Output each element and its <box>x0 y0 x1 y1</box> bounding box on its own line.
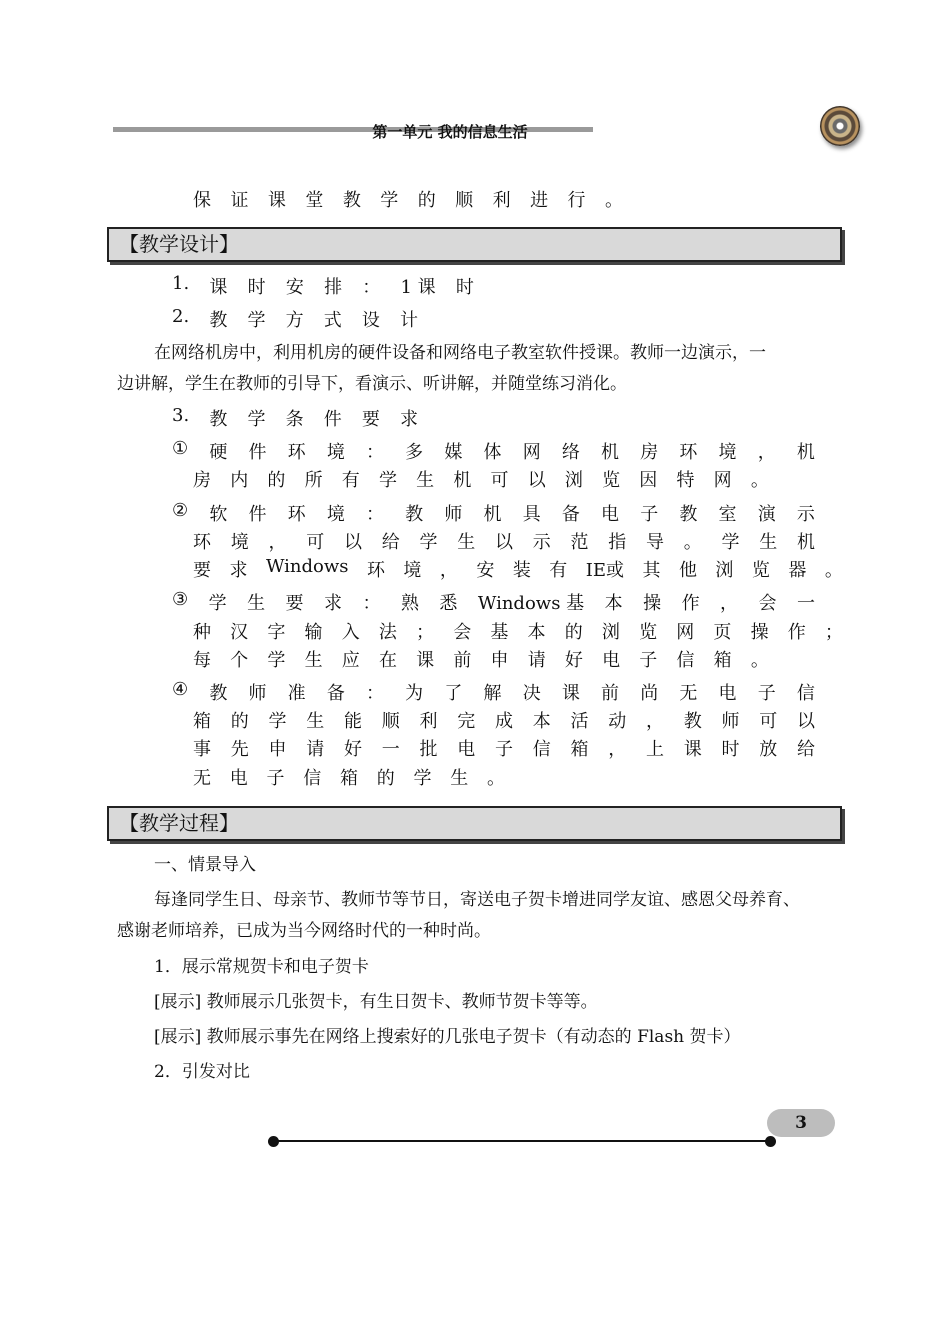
spaced-char: 以 <box>527 470 546 491</box>
spaced-char: 顺 <box>381 711 400 732</box>
spaced-char: 课 <box>209 277 228 298</box>
spaced-char: 安 <box>285 277 304 298</box>
spaced-char: 教 <box>209 409 228 430</box>
spaced-char: 信 <box>676 650 695 671</box>
spaced-char: 进 <box>530 190 549 211</box>
spaced-char: 成 <box>495 711 513 732</box>
spaced-char: 前 <box>601 683 620 704</box>
spaced-char: 学 <box>268 711 287 732</box>
spaced-char: 安 <box>476 560 495 581</box>
spaced-char: 件 <box>248 442 267 463</box>
spaced-char: 排 <box>324 277 343 298</box>
spaced-char: 他 <box>678 560 697 581</box>
spaced-char: 有 <box>549 560 568 581</box>
spaced-char: 给 <box>797 739 815 760</box>
design-item-2 <box>172 306 418 332</box>
spaced-char: 2. <box>172 306 190 327</box>
spaced-char: ： <box>366 683 384 704</box>
spaced-char: ； <box>416 622 435 643</box>
spaced-char: 生 <box>457 532 476 553</box>
spaced-char: 内 <box>230 470 249 491</box>
spaced-char: 以 <box>344 532 362 553</box>
spaced-char: ： <box>366 504 384 525</box>
spaced-char: 本 <box>604 593 623 614</box>
process-paragraph-line2: 感谢老师培养，已成为当今网络时代的一种时尚。 <box>117 921 491 941</box>
spaced-char: 境 <box>230 532 249 553</box>
spaced-char: ； <box>824 622 843 643</box>
spaced-char: 多 <box>405 442 424 463</box>
spaced-char: 好 <box>344 739 362 760</box>
spaced-char: 要 <box>361 409 380 430</box>
spaced-char: 1. <box>172 273 190 294</box>
cd-disc-icon <box>820 106 860 146</box>
spaced-char: 在 <box>378 650 397 671</box>
spaced-char: 学 <box>208 593 227 614</box>
spaced-char: 房 <box>193 470 211 491</box>
spaced-char: 教 <box>405 504 424 525</box>
spaced-char: 范 <box>570 532 589 553</box>
spaced-char: 课 <box>267 190 286 211</box>
spaced-char: 学 <box>721 532 740 553</box>
spaced-char: 可 <box>759 711 778 732</box>
spaced-char: 给 <box>381 532 400 553</box>
spaced-char: 求 <box>324 593 343 614</box>
spaced-char: 保 <box>193 190 211 211</box>
spaced-char: 法 <box>378 622 397 643</box>
process-step-1: 1．展示常规贺卡和电子贺卡 <box>154 957 369 977</box>
spaced-char: 计 <box>399 310 418 331</box>
spaced-char: 电 <box>602 650 621 671</box>
spaced-char: 指 <box>608 532 627 553</box>
spaced-char: 览 <box>602 470 621 491</box>
spaced-char: 学 <box>378 470 397 491</box>
spaced-char: 要 <box>285 593 304 614</box>
spaced-char: 教 <box>209 683 228 704</box>
spaced-char: 种 <box>193 622 211 643</box>
spaced-char: 信 <box>796 683 815 704</box>
spaced-char: 器 <box>788 560 807 581</box>
spaced-char: 生 <box>416 470 435 491</box>
spaced-char: 时 <box>247 277 266 298</box>
spaced-char: 环 <box>193 532 211 553</box>
spaced-char: ④ <box>172 679 189 700</box>
requirement-1-line1 <box>172 438 815 464</box>
requirement-3-line1 <box>172 589 815 615</box>
spaced-char: 式 <box>323 310 342 331</box>
spaced-char: 教 <box>683 711 702 732</box>
spaced-char: 可 <box>306 532 325 553</box>
spaced-char: 的 <box>230 711 249 732</box>
process-paragraph-line1: 每逢同学生日、母亲节、教师节等节日，寄送电子贺卡增进同学友谊、感恩父母养育、 <box>154 890 800 910</box>
spaced-char: 箱 <box>193 711 211 732</box>
spaced-char: 作 <box>787 622 806 643</box>
footer-rule <box>273 1140 770 1142</box>
spaced-char: 其 <box>642 560 661 581</box>
spaced-char: 。 <box>824 560 843 581</box>
spaced-char: 生 <box>247 593 266 614</box>
spaced-char: 决 <box>522 683 541 704</box>
spaced-char: 页 <box>713 622 732 643</box>
section-heading-design: 【教学设计】 <box>107 227 842 262</box>
spaced-char: 先 <box>230 739 249 760</box>
spaced-char: 个 <box>230 650 249 671</box>
requirement-3-line3 <box>193 646 769 672</box>
spaced-char: ， <box>757 442 776 463</box>
spaced-char: 悉 <box>439 593 458 614</box>
spaced-char: 览 <box>639 622 658 643</box>
spaced-char: 机 <box>797 532 815 553</box>
spaced-char: 信 <box>303 768 322 789</box>
footer-rule-left-dot <box>268 1136 279 1147</box>
spaced-char: 证 <box>230 190 249 211</box>
spaced-char: 学 <box>247 409 266 430</box>
spaced-char: 机 <box>796 442 815 463</box>
spaced-char: 条 <box>285 409 304 430</box>
spaced-char: 子 <box>639 650 658 671</box>
spaced-char: 时 <box>455 277 474 298</box>
spaced-char: 基 <box>490 622 509 643</box>
spaced-char: 会 <box>758 593 777 614</box>
spaced-char: 求 <box>399 409 418 430</box>
spaced-char: 生 <box>759 532 778 553</box>
spaced-char: 1 课 <box>400 277 436 298</box>
spaced-char: 浏 <box>564 470 583 491</box>
spaced-char: 求 <box>229 560 248 581</box>
requirement-4-line3 <box>193 735 815 761</box>
design-item-3 <box>172 405 418 431</box>
spaced-char: ① <box>172 438 189 459</box>
spaced-char: ， <box>720 593 739 614</box>
footer-rule-right-dot <box>765 1136 776 1147</box>
spaced-char: ： <box>362 277 381 298</box>
spaced-char: 箱 <box>570 739 589 760</box>
spaced-char: 子 <box>266 768 285 789</box>
spaced-char: 机 <box>483 504 502 525</box>
spaced-char: 请 <box>306 739 325 760</box>
spaced-char: 输 <box>304 622 323 643</box>
spaced-char: 具 <box>522 504 541 525</box>
spaced-char: ： <box>362 593 381 614</box>
spaced-char: 方 <box>285 310 304 331</box>
spaced-char: 生 <box>306 711 325 732</box>
spaced-char: 。 <box>604 190 623 211</box>
spaced-char: 网 <box>522 442 541 463</box>
spaced-char: 境 <box>403 560 422 581</box>
spaced-char: 网 <box>713 470 732 491</box>
spaced-char: 。 <box>683 532 702 553</box>
spaced-char: 以 <box>797 711 815 732</box>
spaced-char: 学 <box>380 190 399 211</box>
spaced-char: 完 <box>457 711 476 732</box>
spaced-char: 利 <box>419 711 438 732</box>
spaced-char: 操 <box>643 593 662 614</box>
spaced-char: 生 <box>450 768 469 789</box>
spaced-char: 教 <box>342 190 361 211</box>
spaced-char: 师 <box>444 504 463 525</box>
spaced-char: 动 <box>608 711 627 732</box>
spaced-char: 作 <box>681 593 700 614</box>
spaced-char: 准 <box>287 683 306 704</box>
spaced-char: 教 <box>209 310 228 331</box>
spaced-char: 3. <box>172 405 190 426</box>
spaced-char: Windows 基 <box>477 593 585 614</box>
spaced-char: 前 <box>453 650 472 671</box>
spaced-char: 每 <box>193 650 211 671</box>
spaced-char: 字 <box>267 622 286 643</box>
spaced-char: 环 <box>287 442 306 463</box>
spaced-char: 课 <box>683 739 702 760</box>
spaced-char: 好 <box>564 650 583 671</box>
spaced-char: 电 <box>601 504 620 525</box>
spaced-char: 软 <box>209 504 228 525</box>
spaced-char: 箱 <box>340 768 358 789</box>
spaced-char: 解 <box>483 683 502 704</box>
spaced-char: 机 <box>601 442 620 463</box>
spaced-char: 络 <box>561 442 580 463</box>
spaced-char: 电 <box>457 739 476 760</box>
requirement-1-line2 <box>193 466 769 492</box>
spaced-char: 电 <box>229 768 248 789</box>
spaced-char: 环 <box>287 504 306 525</box>
spaced-char: 机 <box>453 470 472 491</box>
running-header-title: 第一单元 我的信息生活 <box>372 123 528 141</box>
spaced-char: 师 <box>248 683 267 704</box>
spaced-char: 应 <box>341 650 360 671</box>
spaced-char: 设 <box>361 310 380 331</box>
section-heading-process: 【教学过程】 <box>107 806 842 841</box>
spaced-char: 示 <box>532 532 551 553</box>
spaced-char: 学 <box>413 768 432 789</box>
spaced-char: 课 <box>416 650 435 671</box>
spaced-char: 教 <box>679 504 698 525</box>
spaced-char: 会 <box>453 622 472 643</box>
requirement-2-line1 <box>172 500 815 526</box>
process-show-1: [展示] 教师展示几张贺卡，有生日贺卡、教师节贺卡等等。 <box>154 992 598 1012</box>
spaced-char: 可 <box>490 470 509 491</box>
spaced-char: 汉 <box>230 622 249 643</box>
spaced-char: 子 <box>757 683 776 704</box>
spaced-char: 浏 <box>715 560 734 581</box>
spaced-char: 导 <box>646 532 664 553</box>
spaced-char: 生 <box>304 650 323 671</box>
spaced-char: 的 <box>564 622 583 643</box>
spaced-char: 时 <box>721 739 740 760</box>
spaced-char: 件 <box>323 409 342 430</box>
spaced-char: 所 <box>304 470 323 491</box>
spaced-char: 本 <box>527 622 546 643</box>
intro-tail-line <box>193 186 623 212</box>
spaced-char: 学 <box>247 310 266 331</box>
spaced-char: ， <box>608 739 627 760</box>
spaced-char: 环 <box>679 442 698 463</box>
spaced-char: 要 <box>193 560 211 581</box>
design-item-1 <box>172 273 474 299</box>
spaced-char: Windows <box>265 556 349 577</box>
spaced-char: 利 <box>492 190 511 211</box>
spaced-char: 了 <box>444 683 463 704</box>
spaced-char: 一 <box>796 593 815 614</box>
spaced-char: 信 <box>532 739 551 760</box>
requirement-4-line4 <box>193 764 505 790</box>
spaced-char: 子 <box>495 739 513 760</box>
spaced-char: 无 <box>679 683 698 704</box>
spaced-char: 顺 <box>455 190 474 211</box>
design-paragraph-line2: 边讲解，学生在教师的引导下，看演示、听讲解，并随堂练习消化。 <box>117 374 627 394</box>
spaced-char: 学 <box>267 650 286 671</box>
spaced-char: 的 <box>376 768 395 789</box>
spaced-char: 箱 <box>713 650 732 671</box>
spaced-char: 。 <box>487 768 505 789</box>
spaced-char: 子 <box>640 504 659 525</box>
spaced-char: 境 <box>718 442 737 463</box>
design-paragraph-line1: 在网络机房中，利用机房的硬件设备和网络电子教室软件授课。教师一边演示，一 <box>154 343 766 363</box>
spaced-char: 放 <box>759 739 778 760</box>
process-step-2: 2．引发对比 <box>154 1062 250 1082</box>
requirement-4-line1 <box>172 679 815 705</box>
spaced-char: ： <box>366 442 384 463</box>
spaced-char: 本 <box>532 711 551 732</box>
spaced-char: 操 <box>750 622 769 643</box>
spaced-char: 堂 <box>305 190 324 211</box>
spaced-char: 。 <box>750 650 769 671</box>
spaced-char: 境 <box>326 442 345 463</box>
spaced-char: 电 <box>718 683 737 704</box>
spaced-char: 行 <box>567 190 586 211</box>
spaced-char: 示 <box>796 504 815 525</box>
spaced-char: 请 <box>527 650 546 671</box>
spaced-char: ， <box>646 711 664 732</box>
spaced-char: 活 <box>570 711 589 732</box>
requirement-4-line2 <box>193 707 815 733</box>
spaced-char: 室 <box>718 504 737 525</box>
spaced-char: 览 <box>751 560 770 581</box>
spaced-char: 境 <box>326 504 345 525</box>
requirement-3-line2 <box>193 618 843 644</box>
spaced-char: 件 <box>248 504 267 525</box>
spaced-char: 环 <box>366 560 385 581</box>
spaced-char: ， <box>439 560 458 581</box>
spaced-char: ③ <box>172 589 189 610</box>
spaced-char: 硬 <box>209 442 228 463</box>
spaced-char: 的 <box>267 470 286 491</box>
spaced-char: 学 <box>419 532 438 553</box>
spaced-char: 备 <box>561 504 580 525</box>
spaced-char: 尚 <box>640 683 659 704</box>
spaced-char: 演 <box>757 504 776 525</box>
spaced-char: 体 <box>483 442 502 463</box>
spaced-char: 特 <box>676 470 695 491</box>
spaced-char: 以 <box>495 532 513 553</box>
spaced-char: 事 <box>193 739 211 760</box>
spaced-char: ， <box>268 532 287 553</box>
spaced-char: 无 <box>193 768 211 789</box>
spaced-char: 上 <box>646 739 664 760</box>
spaced-char: 浏 <box>601 622 620 643</box>
spaced-char: 房 <box>640 442 659 463</box>
spaced-char: 课 <box>561 683 580 704</box>
requirement-2-line3 <box>193 556 843 582</box>
spaced-char: IE或 <box>585 560 625 581</box>
spaced-char: 媒 <box>444 442 463 463</box>
spaced-char: 熟 <box>400 593 419 614</box>
spaced-char: 的 <box>417 190 436 211</box>
spaced-char: 申 <box>268 739 287 760</box>
spaced-char: 为 <box>405 683 424 704</box>
page-number-badge: 3 <box>767 1109 835 1137</box>
spaced-char: 能 <box>344 711 362 732</box>
spaced-char: 网 <box>676 622 695 643</box>
process-heading-1: 一、情景导入 <box>154 855 256 875</box>
spaced-char: 入 <box>341 622 360 643</box>
spaced-char: 。 <box>750 470 769 491</box>
spaced-char: 因 <box>639 470 658 491</box>
spaced-char: 装 <box>512 560 531 581</box>
spaced-char: 申 <box>490 650 509 671</box>
spaced-char: 师 <box>721 711 740 732</box>
spaced-char: ② <box>172 500 189 521</box>
spaced-char: 有 <box>341 470 360 491</box>
spaced-char: 批 <box>419 739 438 760</box>
process-show-2: [展示] 教师展示事先在网络上搜索好的几张电子贺卡（有动态的 Flash 贺卡） <box>154 1027 741 1047</box>
requirement-2-line2 <box>193 528 815 554</box>
spaced-char: 备 <box>326 683 345 704</box>
spaced-char: 一 <box>381 739 400 760</box>
